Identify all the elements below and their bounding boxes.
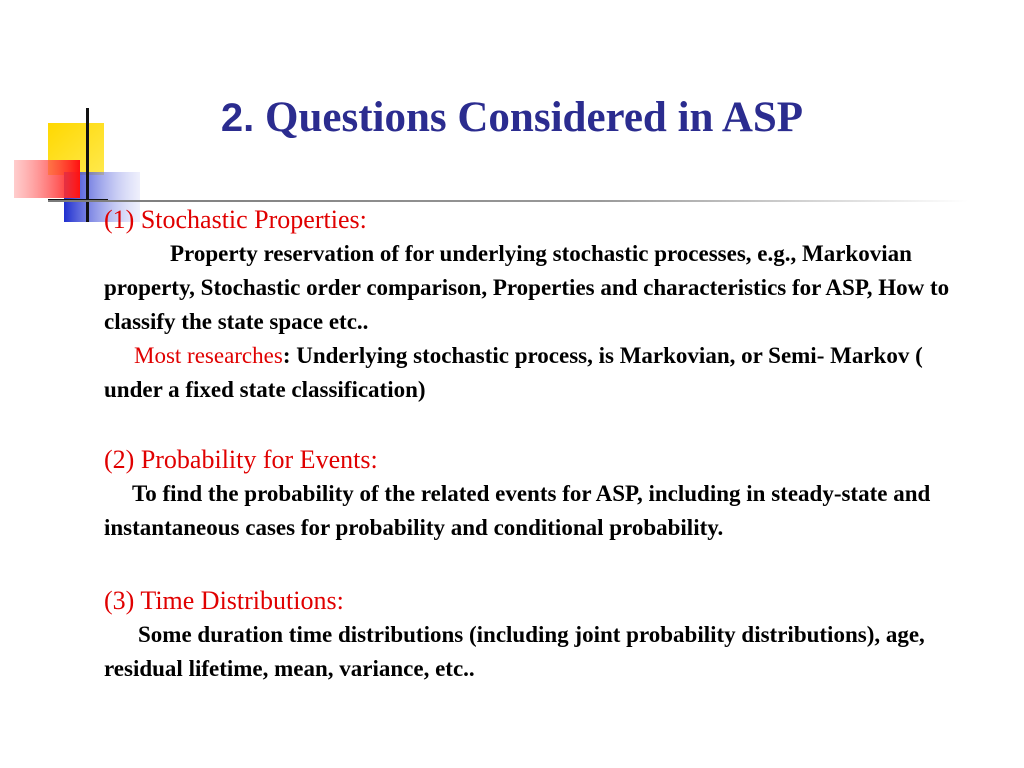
slide-content [104, 203, 984, 686]
page-title [0, 88, 1024, 148]
title-number: 2. [220, 96, 255, 140]
section-heading-probability-events: (2) Probability for Events: [104, 445, 378, 474]
note-rest: : Underlying stochastic process, is Markovian, or Semi- Markov ( under a fixed state classification) [104, 343, 923, 402]
section-heading-stochastic-properties: (1) Stochastic Properties: [104, 205, 367, 234]
note-lead: Most researches [134, 343, 283, 368]
title-text: Questions Considered in ASP [265, 94, 804, 141]
section-heading-time-distributions: (3) Time Distributions: [104, 586, 344, 615]
section-paragraph-stochastic-properties [104, 237, 984, 339]
section-paragraph-time-distributions [104, 618, 984, 686]
section-paragraph-probability-events [104, 477, 984, 545]
red-square [14, 160, 80, 198]
paragraph-text: Property reservation of for underlying stochastic processes, e.g., Markovian property, Stochastic order comparison, Properties and characteristics for ASP, How to classify the state space etc.. [104, 241, 950, 334]
paragraph-text: Some duration time distributions (including joint probability distributions), age, residual lifetime, mean, variance, etc.. [104, 622, 925, 681]
title-divider [48, 200, 968, 202]
paragraph-text: To find the probability of the related events for ASP, including in steady-state and instantaneous cases for probability and conditional probability. [104, 481, 931, 540]
note-most-researches [104, 339, 984, 407]
